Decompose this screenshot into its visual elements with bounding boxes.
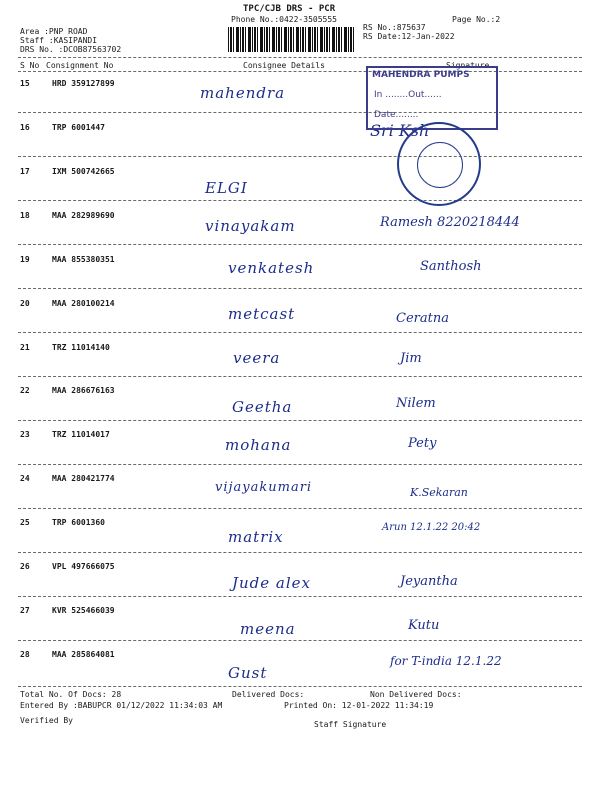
row-consignment: IXM 500742665 xyxy=(52,167,115,176)
row-consignee: mohana xyxy=(225,436,292,454)
printed-on: Printed On: 12-01-2022 11:34:19 xyxy=(284,701,434,710)
stamp-title: MAHENDRA PUMPS xyxy=(372,70,470,80)
rs-date: RS Date:12-Jan-2022 xyxy=(363,32,455,41)
row-sno: 23 xyxy=(20,430,30,439)
total-docs: Total No. Of Docs: 28 xyxy=(20,690,122,699)
row-consignee: mahendra xyxy=(200,84,286,102)
row-sno: 17 xyxy=(20,167,30,176)
non-delivered-docs: Non Delivered Docs: xyxy=(370,690,462,699)
row-consignment: MAA 282989690 xyxy=(52,211,115,220)
row-divider xyxy=(18,376,582,377)
row-consignee: metcast xyxy=(228,305,296,323)
row-divider xyxy=(18,596,582,597)
phone-number: Phone No.:0422-3505555 xyxy=(231,15,337,24)
row-consignment: MAA 280421774 xyxy=(52,474,115,483)
row-consignment: TRP 6001447 xyxy=(52,123,105,132)
row-consignee: veera xyxy=(233,349,281,367)
page-number: Page No.:2 xyxy=(452,15,501,24)
drs-number: DRS No. :DCOB87563702 xyxy=(20,45,122,54)
row-signature: Jim xyxy=(400,351,422,366)
barcode-image xyxy=(228,27,354,52)
column-sno: S No xyxy=(20,61,40,70)
row-divider xyxy=(18,464,582,465)
column-consignee: Consignee Details xyxy=(243,61,325,70)
row-sno: 21 xyxy=(20,343,30,352)
document-title: TPC/CJB DRS - PCR xyxy=(243,4,336,14)
row-signature: Santhosh xyxy=(420,259,482,274)
entered-by: Entered By :BABUPCR 01/12/2022 11:34:03 AM xyxy=(20,701,223,710)
delivered-docs: Delivered Docs: xyxy=(232,690,305,699)
row-divider xyxy=(18,156,582,157)
row-consignment: MAA 285864081 xyxy=(52,650,115,659)
row-sno: 25 xyxy=(20,518,30,527)
row-signature: Kutu xyxy=(408,618,440,633)
row-consignee: Gust xyxy=(228,664,268,682)
row-sno: 27 xyxy=(20,606,30,615)
row-signature: Jeyantha xyxy=(400,574,458,589)
row-sno: 28 xyxy=(20,650,30,659)
row-divider xyxy=(18,640,582,641)
stamp-date: Date........ xyxy=(374,110,419,120)
row-divider xyxy=(18,332,582,333)
row-sno: 18 xyxy=(20,211,30,220)
row-consignee: venkatesh xyxy=(228,259,315,277)
stamp-in-out: In ........Out...... xyxy=(374,90,442,100)
row-signature: for T-india 12.1.22 xyxy=(390,654,502,668)
row-sno: 16 xyxy=(20,123,30,132)
row-signature: Nilem xyxy=(396,396,436,411)
row-consignment: VPL 497666075 xyxy=(52,562,115,571)
rs-number: RS No.:875637 xyxy=(363,23,426,32)
row-consignment: TRZ 11014140 xyxy=(52,343,110,352)
area-label: Area :PNP ROAD xyxy=(20,27,88,36)
row-sno: 22 xyxy=(20,386,30,395)
row-divider xyxy=(18,288,582,289)
row-divider xyxy=(18,686,582,687)
row-consignee: Jude alex xyxy=(232,574,311,592)
row-signature: K.Sekaran xyxy=(410,486,468,499)
row-signature: Ramesh 8220218444 xyxy=(380,215,520,230)
row-consignment: TRZ 11014017 xyxy=(52,430,110,439)
row-sno: 19 xyxy=(20,255,30,264)
row-divider xyxy=(18,420,582,421)
column-signature: Signature xyxy=(446,61,490,70)
row-sno: 24 xyxy=(20,474,30,483)
row-consignee: vinayakam xyxy=(205,217,296,235)
mahendra-pumps-stamp xyxy=(366,66,498,130)
row-signature: Pety xyxy=(408,436,437,451)
row-sno: 15 xyxy=(20,79,30,88)
row-signature: Arun 12.1.22 20:42 xyxy=(382,522,481,533)
verified-by: Verified By xyxy=(20,716,73,725)
column-consignment: Consignment No xyxy=(46,61,114,70)
row-consignee: meena xyxy=(240,620,296,638)
row-signature: Ceratna xyxy=(396,311,449,326)
staff-signature-label: Staff Signature xyxy=(314,720,387,729)
row-divider xyxy=(18,244,582,245)
row-consignee: vijayakumari xyxy=(215,480,313,495)
row-consignment: MAA 855380351 xyxy=(52,255,115,264)
row-divider xyxy=(18,200,582,201)
row-signature: Sri Ksh xyxy=(370,121,430,140)
staff-label: Staff :KASIPANDI xyxy=(20,36,98,45)
row-sno: 26 xyxy=(20,562,30,571)
seal-inner-ring xyxy=(417,142,463,188)
row-consignee: matrix xyxy=(228,528,284,546)
row-consignment: KVR 525466039 xyxy=(52,606,115,615)
row-consignment: MAA 286676163 xyxy=(52,386,115,395)
row-consignee: ELGI xyxy=(205,179,248,197)
row-consignment: TRP 6001360 xyxy=(52,518,105,527)
row-consignment: MAA 280100214 xyxy=(52,299,115,308)
row-divider xyxy=(18,508,582,509)
header-top-divider xyxy=(18,57,582,58)
row-sno: 20 xyxy=(20,299,30,308)
company-seal-image xyxy=(397,122,481,206)
row-consignment: HRD 359127899 xyxy=(52,79,115,88)
row-consignee: Geetha xyxy=(232,398,293,416)
row-divider xyxy=(18,552,582,553)
